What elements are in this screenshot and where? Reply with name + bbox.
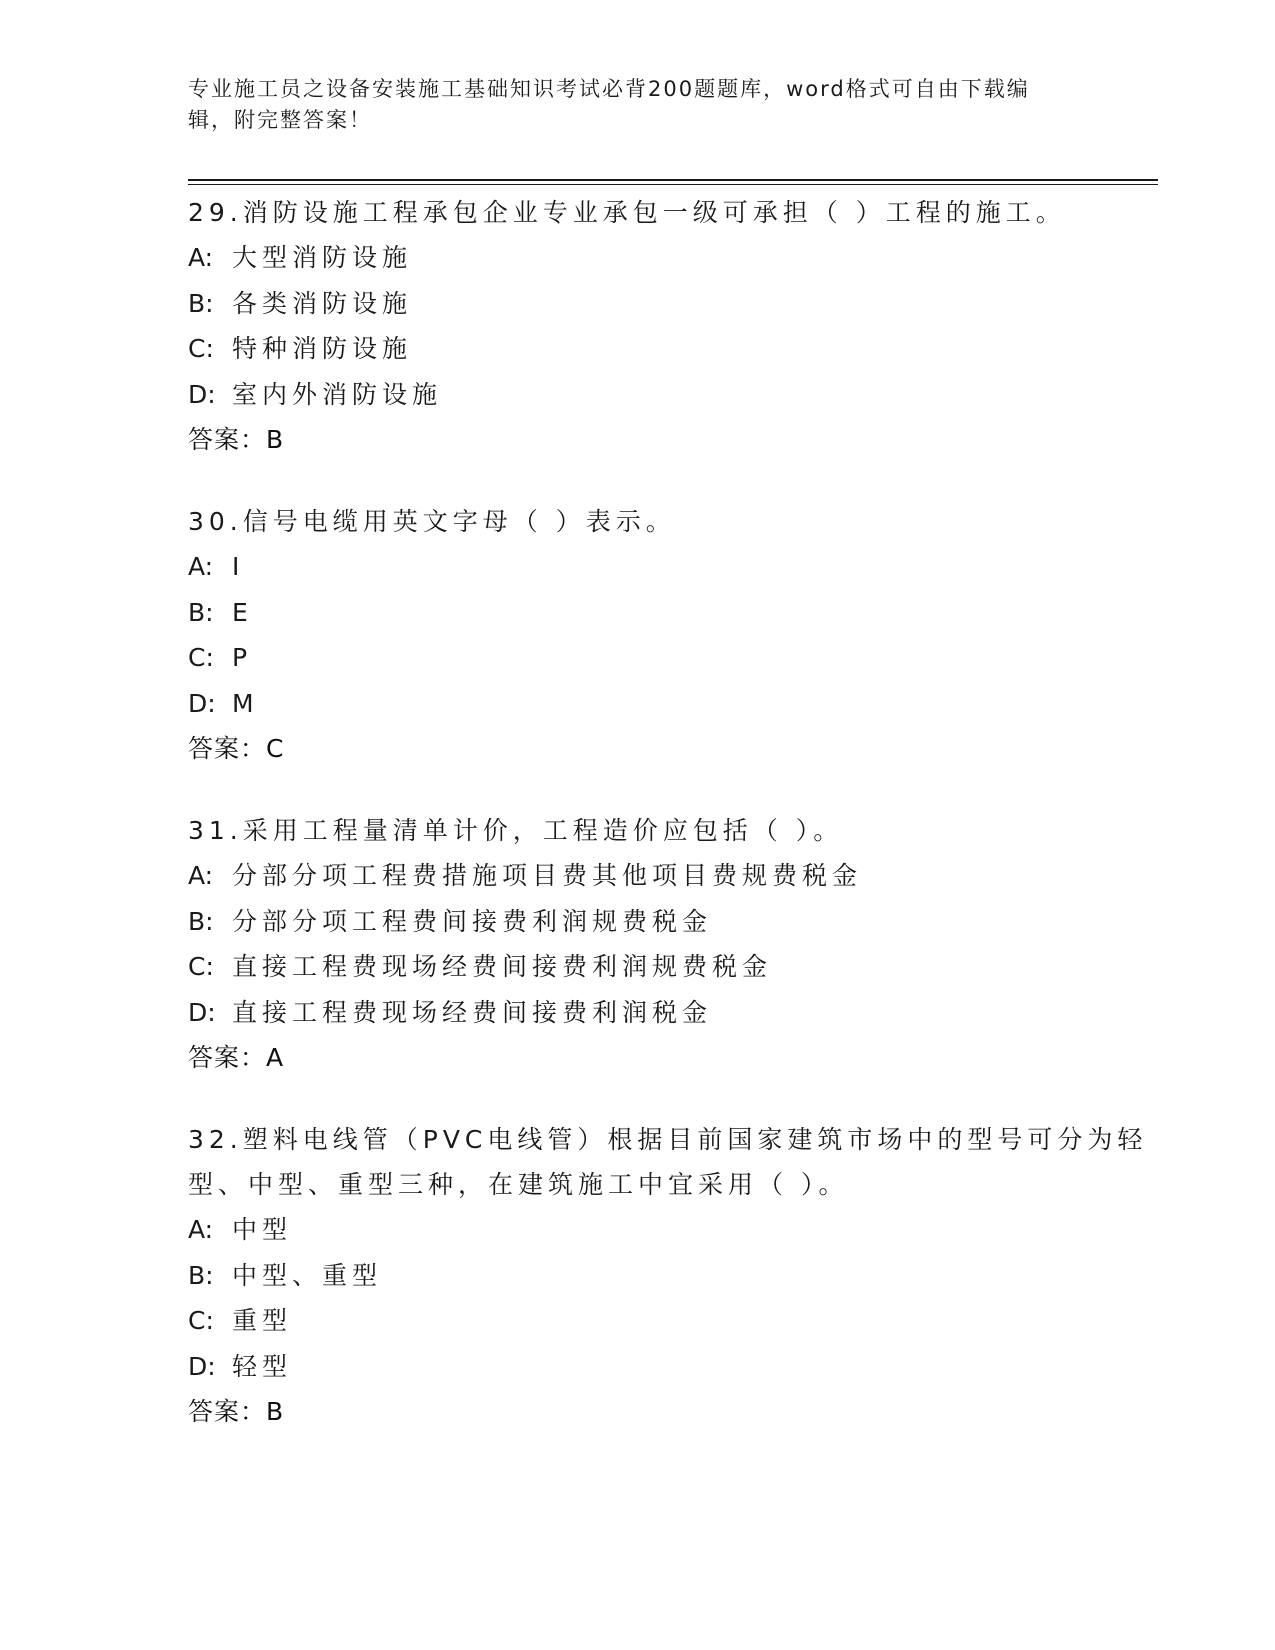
option-a bbox=[188, 853, 1148, 899]
option-text: 分部分项工程费措施项目费其他项目费规费税金 bbox=[232, 861, 863, 890]
option-text: P bbox=[232, 643, 253, 672]
question-stem: 30.信号电缆用英文字母（ ）表示。 bbox=[188, 507, 676, 536]
option-b bbox=[188, 281, 1148, 327]
option-text: 分部分项工程费间接费利润规费税金 bbox=[232, 906, 713, 936]
option-text: 中型、重型 bbox=[232, 1260, 383, 1290]
option-letter: A: bbox=[188, 552, 214, 581]
option-letter: A: bbox=[188, 1215, 214, 1244]
option-letter: D: bbox=[188, 1351, 216, 1381]
option-a bbox=[188, 1207, 1148, 1253]
question-stem: 32.塑料电线管（PVC电线管）根据目前国家建筑市场中的型号可分为轻型、中型、重型三种，在建筑施工中宜采用（ ）。 bbox=[188, 1125, 1148, 1199]
option-text: 重型 bbox=[232, 1306, 293, 1335]
option-b bbox=[188, 899, 1148, 945]
option-letter: C: bbox=[188, 643, 214, 672]
option-text: 直接工程费现场经费间接费利润规费税金 bbox=[232, 952, 773, 981]
option-c bbox=[188, 1298, 1148, 1344]
option-b bbox=[188, 590, 1148, 636]
question-31 bbox=[188, 808, 1148, 1081]
option-letter: C: bbox=[188, 334, 214, 363]
option-letter: D: bbox=[188, 997, 216, 1027]
question-32 bbox=[188, 1117, 1148, 1435]
document-header-title: 专业施工员之设备安装施工基础知识考试必背200题题库，word格式可自由下载编辑，附完整答案！ bbox=[188, 77, 1030, 132]
question-stem: 29.消防设施工程承包企业专业承包一级可承担（ ）工程的施工。 bbox=[188, 198, 1066, 227]
option-text: 中型 bbox=[232, 1215, 293, 1244]
option-text: M bbox=[232, 688, 259, 718]
option-text: 各类消防设施 bbox=[232, 288, 413, 318]
option-letter: B: bbox=[188, 597, 214, 627]
option-c bbox=[188, 944, 1148, 990]
option-letter: A: bbox=[188, 861, 214, 890]
option-a bbox=[188, 235, 1148, 281]
option-text: E bbox=[232, 597, 253, 627]
option-c bbox=[188, 326, 1148, 372]
option-letter: A: bbox=[188, 243, 214, 272]
option-text: 直接工程费现场经费间接费利润税金 bbox=[232, 997, 713, 1027]
answer-line: 答案：B bbox=[188, 425, 285, 454]
option-a bbox=[188, 544, 1148, 590]
option-letter: B: bbox=[188, 288, 214, 318]
question-stem: 31.采用工程量清单计价，工程造价应包括（ ）。 bbox=[188, 816, 844, 845]
option-b bbox=[188, 1253, 1148, 1299]
option-text: 特种消防设施 bbox=[232, 334, 413, 363]
option-letter: B: bbox=[188, 906, 214, 936]
option-text: 室内外消防设施 bbox=[232, 379, 443, 409]
question-29 bbox=[188, 190, 1148, 463]
option-c bbox=[188, 635, 1148, 681]
option-letter: D: bbox=[188, 379, 216, 409]
header-divider-thin bbox=[188, 184, 1158, 185]
option-d bbox=[188, 1344, 1148, 1390]
answer-line: 答案：A bbox=[188, 1043, 285, 1072]
option-letter: D: bbox=[188, 688, 216, 718]
answer-line: 答案：B bbox=[188, 1397, 285, 1426]
option-letter: C: bbox=[188, 952, 214, 981]
answer-line: 答案：C bbox=[188, 734, 285, 763]
option-text: 大型消防设施 bbox=[232, 243, 413, 272]
question-30 bbox=[188, 499, 1148, 772]
question-list bbox=[188, 190, 1148, 1471]
option-d bbox=[188, 681, 1148, 727]
option-letter: C: bbox=[188, 1306, 214, 1335]
header-divider-thick bbox=[188, 179, 1158, 181]
option-text: I bbox=[232, 552, 245, 581]
option-d bbox=[188, 372, 1148, 418]
option-letter: B: bbox=[188, 1260, 214, 1290]
option-d bbox=[188, 990, 1148, 1036]
option-text: 轻型 bbox=[232, 1351, 293, 1381]
